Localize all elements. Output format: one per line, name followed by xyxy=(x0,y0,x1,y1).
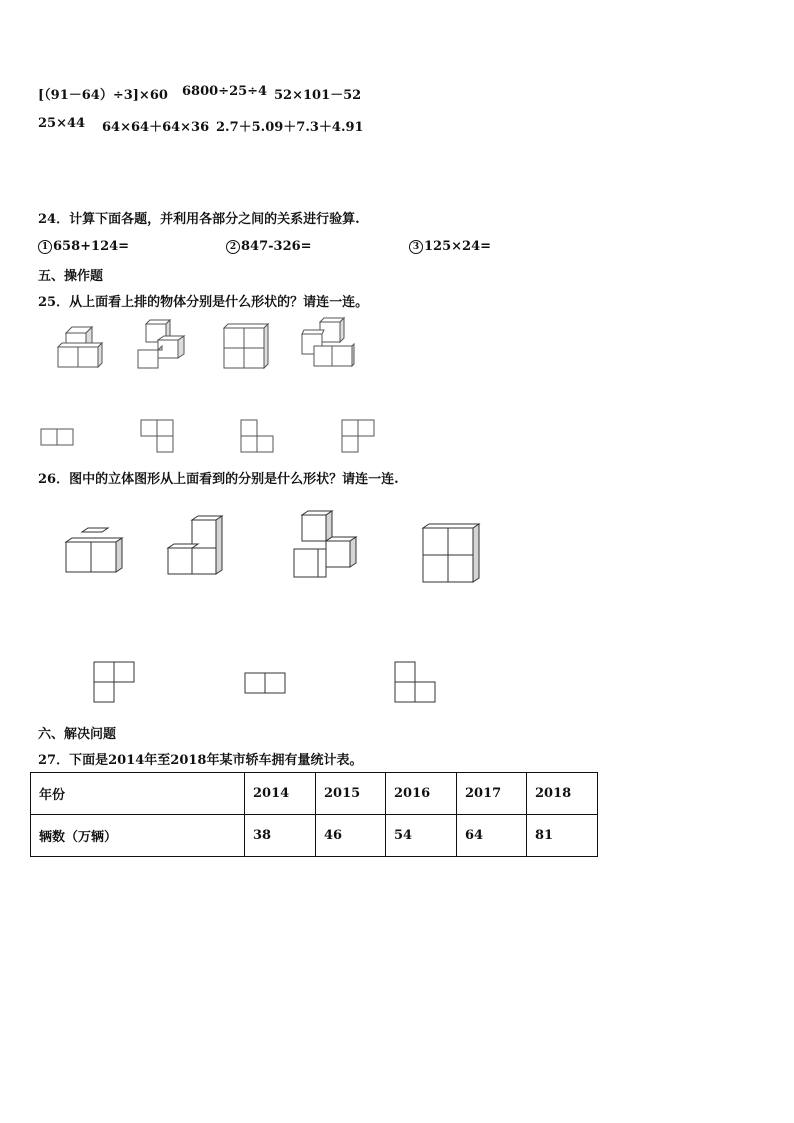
q26-topview-3 xyxy=(393,660,439,706)
table-cell: 64 xyxy=(457,815,527,857)
section-6-heading: 六、解决问题 xyxy=(38,727,117,742)
q25-solid-4 xyxy=(298,316,358,371)
table-cell: 38 xyxy=(245,815,316,857)
q25-solid-3 xyxy=(220,322,280,372)
question-25-title: 25．从上面看上排的物体分别是什么形状的？请连一连。 xyxy=(38,295,369,310)
item-expression: 125×24= xyxy=(424,239,492,254)
q25-topview-1 xyxy=(40,428,80,448)
q26-solid-1 xyxy=(64,528,128,576)
question-24-item-3 xyxy=(409,239,491,254)
question-24-item-2 xyxy=(226,239,312,254)
question-24-item-1 xyxy=(38,239,129,254)
circled-number: 3 xyxy=(409,240,423,254)
q25-solid-2 xyxy=(134,322,194,372)
calc-expression: 52×101－52 xyxy=(274,88,362,103)
table-cell: 54 xyxy=(386,815,457,857)
table-header-cell: 辆数（万辆） xyxy=(31,815,245,857)
calc-expression: 2.7＋5.09＋7.3＋4.91 xyxy=(216,120,364,135)
table-cell: 81 xyxy=(527,815,598,857)
calc-expression: 6800÷25÷4 xyxy=(182,84,268,99)
calc-expression: [（91－64）÷3]×60 xyxy=(38,88,168,103)
q25-topview-2 xyxy=(140,419,180,459)
q25-topview-4 xyxy=(341,419,381,459)
q26-topview-1 xyxy=(92,660,138,706)
q26-solid-2 xyxy=(166,514,230,578)
table-row xyxy=(31,815,598,857)
question-26-title: 26．图中的立体图形从上面看到的分别是什么形状？请连一连. xyxy=(38,472,399,487)
circled-number: 2 xyxy=(226,240,240,254)
question-27-title: 27．下面是2014年至2018年某市轿车拥有量统计表。 xyxy=(38,753,363,768)
table-header-cell: 年份 xyxy=(31,773,245,815)
q25-topview-3 xyxy=(240,419,280,459)
q26-topview-2 xyxy=(243,671,289,697)
q25-solid-1 xyxy=(52,325,112,375)
calc-expression: 64×64＋64×36 xyxy=(102,120,210,135)
section-5-heading: 五、操作题 xyxy=(38,269,104,284)
table-cell: 2017 xyxy=(457,773,527,815)
calc-expression: 25×44 xyxy=(38,116,86,131)
q26-solid-3 xyxy=(292,509,364,581)
circled-number: 1 xyxy=(38,240,52,254)
table-cell: 2014 xyxy=(245,773,316,815)
table-cell: 2016 xyxy=(386,773,457,815)
table-cell: 46 xyxy=(316,815,386,857)
table-row xyxy=(31,773,598,815)
question-24-title: 24．计算下面各题，并利用各部分之间的关系进行验算. xyxy=(38,212,360,227)
table-cell: 2015 xyxy=(316,773,386,815)
statistics-table xyxy=(30,772,598,857)
item-expression: 658+124= xyxy=(53,239,130,254)
q26-solid-4 xyxy=(421,522,485,586)
item-expression: 847-326= xyxy=(241,239,312,254)
table-cell: 2018 xyxy=(527,773,598,815)
